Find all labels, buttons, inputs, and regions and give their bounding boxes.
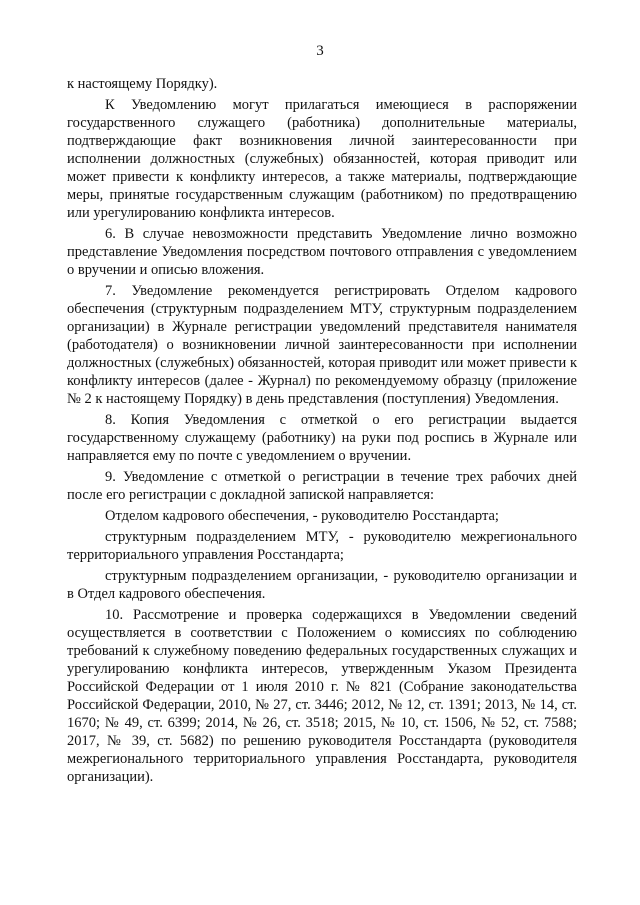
paragraph-continuation: к настоящему Порядку). (67, 76, 218, 92)
page-number: 3 (316, 43, 324, 59)
paragraph-9-recipient-2: структурным подразделением МТУ, - руководителю межрегионального территориального управления Росстандарта; (67, 529, 577, 563)
paragraph-9-recipient-3: структурным подразделением организации, - руководителю организации и в Отдел кадрового обеспечения. (67, 568, 577, 602)
paragraph-10: 10. Рассмотрение и проверка содержащихся в Уведомлении сведений осуществляется в соответствии с Положением о комиссиях по соблюдению требований к служебному поведению федеральных государственных служащих и урегулированию конфликта интересов, утвержденным Указом Президента Российской Федерации от 1 июля 2010 г. № 821 (Собрание законодательства Российской Федерации, 2010, № 27, ст. 3446; 2012, № 12, ст. 1391; 2013, № 14, ст. 1670; № 49, ст. 6399; 2014, № 26, ст. 3518; 2015, № 10, ст. 1506, № 52, ст. 7588; 2017, № 39, ст. 5682) по решению руководителя Росстандарта (руководителя межрегионального территориального управления Росстандарта, руководителя организации). (67, 607, 577, 785)
paragraph-7: 7. Уведомление рекомендуется регистрировать Отделом кадрового обеспечения (структурным подразделением МТУ, структурным подразделением организации) в Журнале регистрации уведомлений представителя нанимателя (работодателя) о возникновении личной заинтересованности при исполнении должностных (служебных) обязанностей, которая приводит или может привести к конфликту интересов (далее - Журнал) по рекомендуемому образцу (приложение № 2 к настоящему Порядку) в день представления (поступления) Уведомления. (67, 283, 577, 407)
paragraph-9: 9. Уведомление с отметкой о регистрации в течение трех рабочих дней после его регистрации с докладной запиской направляется: (67, 469, 577, 503)
paragraph-8: 8. Копия Уведомления с отметкой о его регистрации выдается государственному служащему (работнику) на руки под роспись в Журнале или направляется ему по почте с уведомлением о вручении. (67, 412, 577, 464)
paragraph-6: 6. В случае невозможности представить Уведомление лично возможно представление Уведомления посредством почтового отправления с уведомлением о вручении и описью вложения. (67, 226, 577, 278)
document-body (67, 75, 577, 789)
paragraph-attachments: К Уведомлению могут прилагаться имеющиеся в распоряжении государственного служащего (работника) дополнительные материалы, подтверждающие факт возникновения личной заинтересованности при исполнении должностных (служебных) обязанностей, которая приводит или может привести к конфликту интересов, а также материалы, подтверждающие меры, принятые государственным служащим (работником) по предотвращению или урегулированию конфликта интересов. (67, 97, 577, 221)
paragraph-9-recipient-1: Отделом кадрового обеспечения, - руководителю Росстандарта; (105, 508, 499, 524)
